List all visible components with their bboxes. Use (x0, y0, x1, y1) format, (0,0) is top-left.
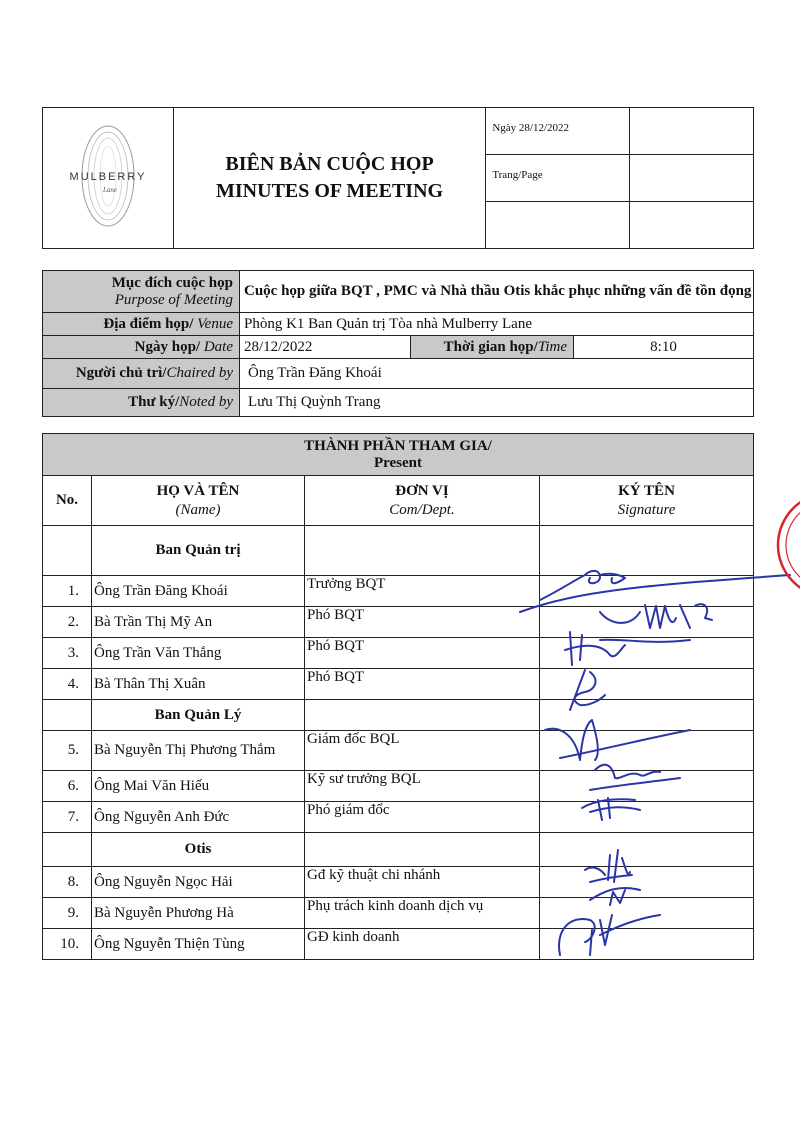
page-label: Trang/Page (492, 169, 543, 182)
signature-3 (565, 632, 690, 665)
purpose-value: Cuộc họp giữa BQT , PMC và Nhà thầu Otis khắc phục những vấn đề tồn đọng (240, 271, 754, 313)
group-title: Ban Quản Lý (92, 700, 305, 731)
row-number: 9. (43, 898, 92, 929)
row-number: 7. (43, 802, 92, 833)
row-dept: Gđ kỹ thuật chi nhánh (305, 867, 540, 898)
attendance-title-line1: THÀNH PHẦN THAM GIA/ (304, 437, 492, 454)
time-value: 8:10 (574, 336, 754, 359)
signature-10 (559, 915, 660, 955)
col-sig-vi: KÝ TÊN (618, 482, 675, 499)
row-dept: Phó BQT (305, 607, 540, 638)
row-number: 8. (43, 867, 92, 898)
col-dept-vi: ĐƠN VỊ (395, 482, 449, 499)
group-title: Otis (92, 833, 305, 867)
signature-8 (585, 850, 632, 882)
col-sig-en: Signature (617, 501, 676, 518)
group-title: Ban Quản trị (92, 526, 305, 576)
document-title-vi: BIÊN BẢN CUỘC HỌP (225, 153, 434, 175)
col-dept-en: Com/Dept. (389, 501, 455, 518)
red-stamp-partial (770, 490, 800, 600)
chair-label-vi: Người chủ trì/ (75, 365, 167, 381)
venue-label-vi: Địa điểm họp/ (103, 315, 194, 332)
signature-2 (600, 604, 712, 628)
row-number: 1. (43, 576, 92, 607)
row-number: 4. (43, 669, 92, 700)
row-dept: GĐ kinh doanh (305, 929, 540, 960)
row-dept: Kỹ sư trưởng BQL (305, 771, 540, 802)
venue-label-en: Venue (197, 315, 233, 332)
purpose-label-vi: Mục đích cuộc họp (111, 274, 233, 291)
row-name: Ông Mai Văn Hiếu (92, 771, 305, 802)
attendance-title-line2: Present (373, 454, 423, 471)
logo-text: MULBERRY (69, 170, 147, 183)
row-dept: Phó BQT (305, 638, 540, 669)
row-name: Ông Nguyễn Ngọc Hải (92, 867, 305, 898)
date-value: 28/12/2022 (240, 336, 411, 359)
signature-6 (590, 765, 680, 790)
chair-label-en: Chaired by (166, 365, 233, 381)
signature-9 (590, 888, 640, 905)
secretary-label-vi: Thư ký/ (128, 394, 180, 410)
row-number: 10. (43, 929, 92, 960)
secretary-value: Lưu Thị Quỳnh Trang (240, 389, 754, 417)
row-dept: Trưởng BQT (305, 576, 540, 607)
logo-subtext: Lane (102, 185, 117, 194)
signature-5 (545, 720, 690, 760)
row-name: Bà Thân Thị Xuân (92, 669, 305, 700)
row-name: Bà Nguyễn Phương Hà (92, 898, 305, 929)
row-number: 3. (43, 638, 92, 669)
date-label: Ngày 28/12/2022 (492, 122, 570, 134)
row-dept: Phó giám đốc (305, 802, 540, 833)
signature-1 (520, 571, 790, 612)
row-name: Ông Nguyễn Thiện Tùng (92, 929, 305, 960)
purpose-label-en: Purpose of Meeting (114, 291, 233, 308)
row-name: Bà Nguyễn Thị Phương Thắm (92, 731, 305, 771)
row-name: Ông Trần Đăng Khoái (92, 576, 305, 607)
date-label-en: Date (203, 338, 233, 355)
row-dept: Phó BQT (305, 669, 540, 700)
col-no-header: No. (43, 476, 92, 526)
row-name: Ông Trần Văn Thắng (92, 638, 305, 669)
row-number: 6. (43, 771, 92, 802)
row-number: 5. (43, 731, 92, 771)
row-number: 2. (43, 607, 92, 638)
signature-4 (570, 670, 605, 710)
col-name-vi: HỌ VÀ TÊN (156, 482, 240, 499)
row-dept: Giám đốc BQL (305, 731, 540, 771)
time-label-en: Time (537, 338, 567, 355)
date-label-vi: Ngày họp/ (134, 338, 201, 355)
secretary-label-en: Noted by (179, 394, 233, 410)
row-name: Ông Nguyễn Anh Đức (92, 802, 305, 833)
time-label-vi: Thời gian họp/ (443, 338, 538, 355)
signature-7 (582, 798, 640, 820)
document-title-en: MINUTES OF MEETING (216, 180, 444, 202)
venue-value: Phòng K1 Ban Quản trị Tòa nhà Mulberry Lane (240, 313, 754, 336)
col-name-en: (Name) (175, 501, 221, 518)
row-dept: Phụ trách kinh doanh dịch vụ (305, 898, 540, 929)
row-name: Bà Trần Thị Mỹ An (92, 607, 305, 638)
chair-value: Ông Trần Đăng Khoái (240, 359, 754, 389)
